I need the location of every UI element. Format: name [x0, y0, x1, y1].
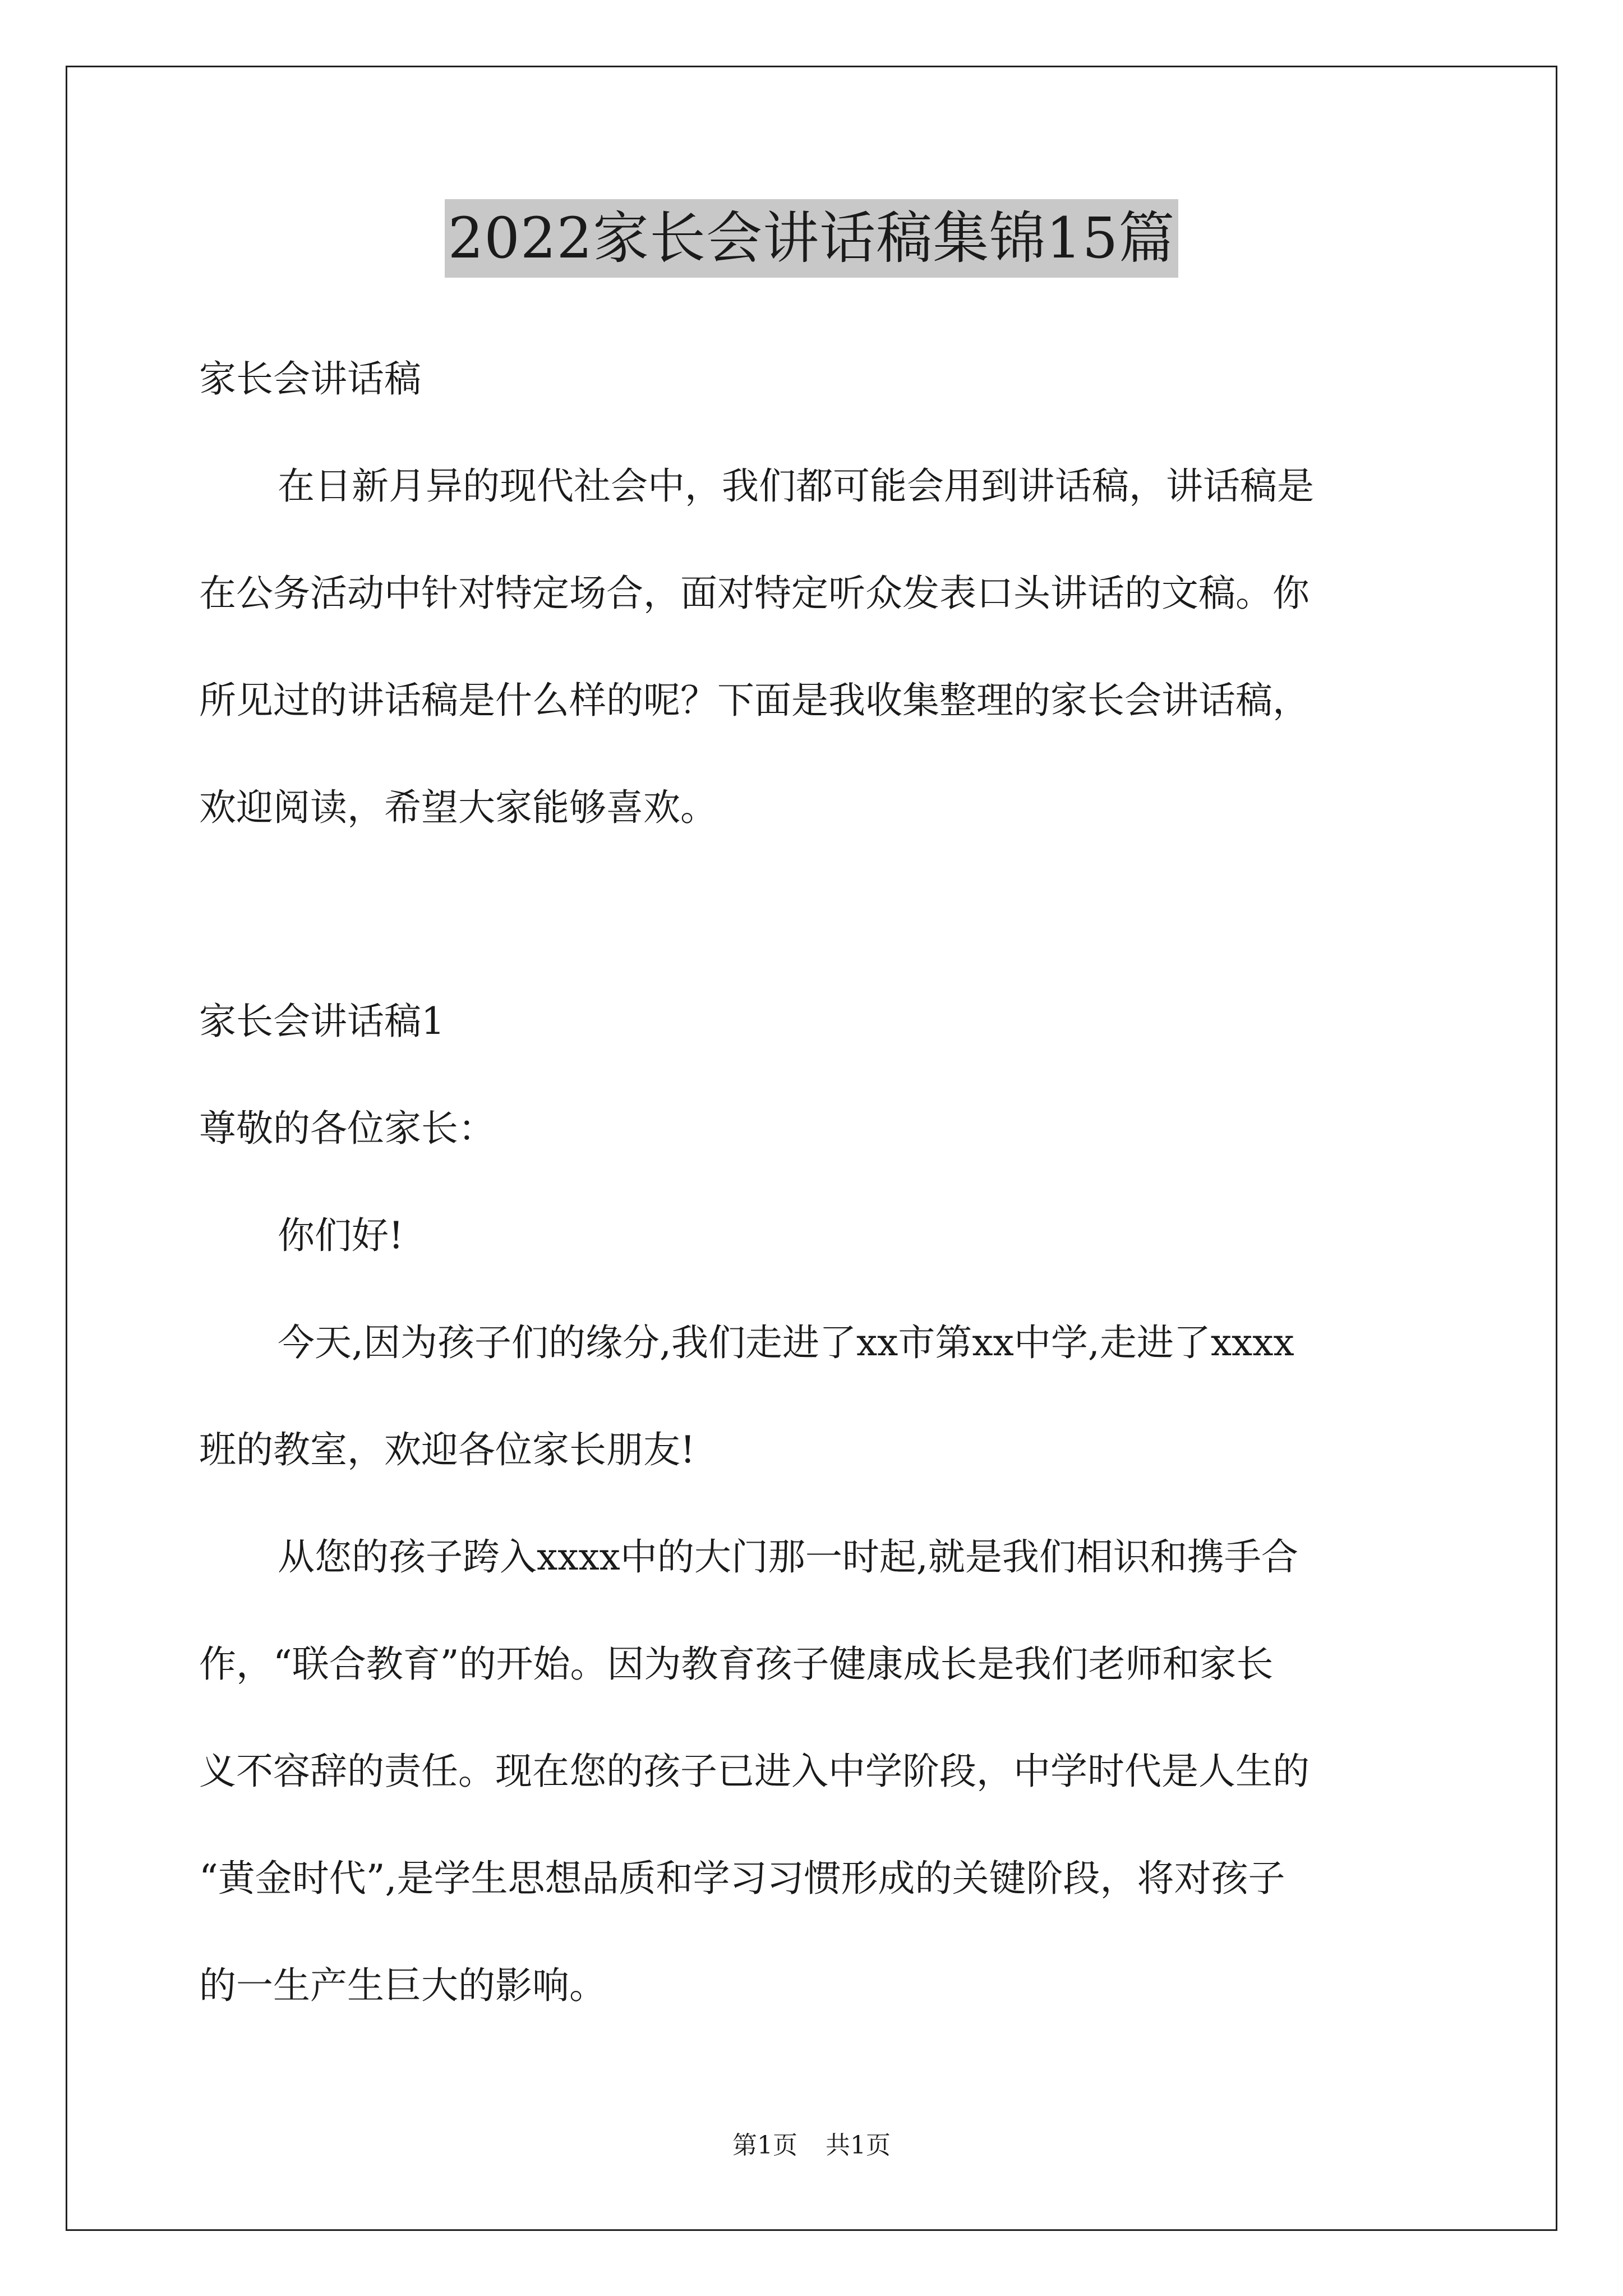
paragraph-line: 班的教室，欢迎各位家长朋友! [199, 1428, 695, 1471]
section-heading: 家长会讲话稿1 [199, 1000, 445, 1043]
paragraph-line: 在公务活动中针对特定场合，面对特定听众发表口头讲话的文稿。你 [199, 572, 1310, 615]
paragraph-line: 作，“联合教育”的开始。因为教育孩子健康成长是我们老师和家长 [199, 1642, 1274, 1686]
page-number-current: 第1页 [732, 2131, 797, 2160]
paragraph-line: 欢迎阅读，希望大家能够喜欢。 [199, 786, 717, 829]
page-footer [0, 2129, 1623, 2162]
title-container [0, 199, 1623, 278]
paragraph-line: 所见过的讲话稿是什么样的呢？下面是我收集整理的家长会讲话稿， [199, 679, 1310, 722]
salutation: 尊敬的各位家长： [199, 1107, 495, 1150]
paragraph-line: 今天,因为孩子们的缘分,我们走进了xx市第xx中学,走进了xxxx [278, 1321, 1294, 1364]
greeting: 你们好! [278, 1214, 404, 1257]
section-heading: 家长会讲话稿 [199, 357, 421, 401]
paragraph-gap [199, 861, 1444, 968]
page-number-total: 共1页 [826, 2131, 891, 2160]
paragraph-line: 从您的孩子跨入xxxx中的大门那一时起,就是我们相识和携手合 [278, 1535, 1298, 1579]
paragraph-line: 义不容辞的责任。现在您的孩子已进入中学阶段，中学时代是人生的 [199, 1750, 1310, 1793]
document-title: 2022家长会讲话稿集锦15篇 [445, 199, 1179, 278]
paragraph-line: “黄金时代”,是学生思想品质和学习习惯形成的关键阶段，将对孩子 [199, 1857, 1285, 1900]
paragraph-line: 的一生产生巨大的影响。 [199, 1964, 606, 2007]
document-body [199, 325, 1444, 2039]
paragraph-line: 在日新月异的现代社会中，我们都可能会用到讲话稿，讲话稿是 [278, 464, 1314, 508]
